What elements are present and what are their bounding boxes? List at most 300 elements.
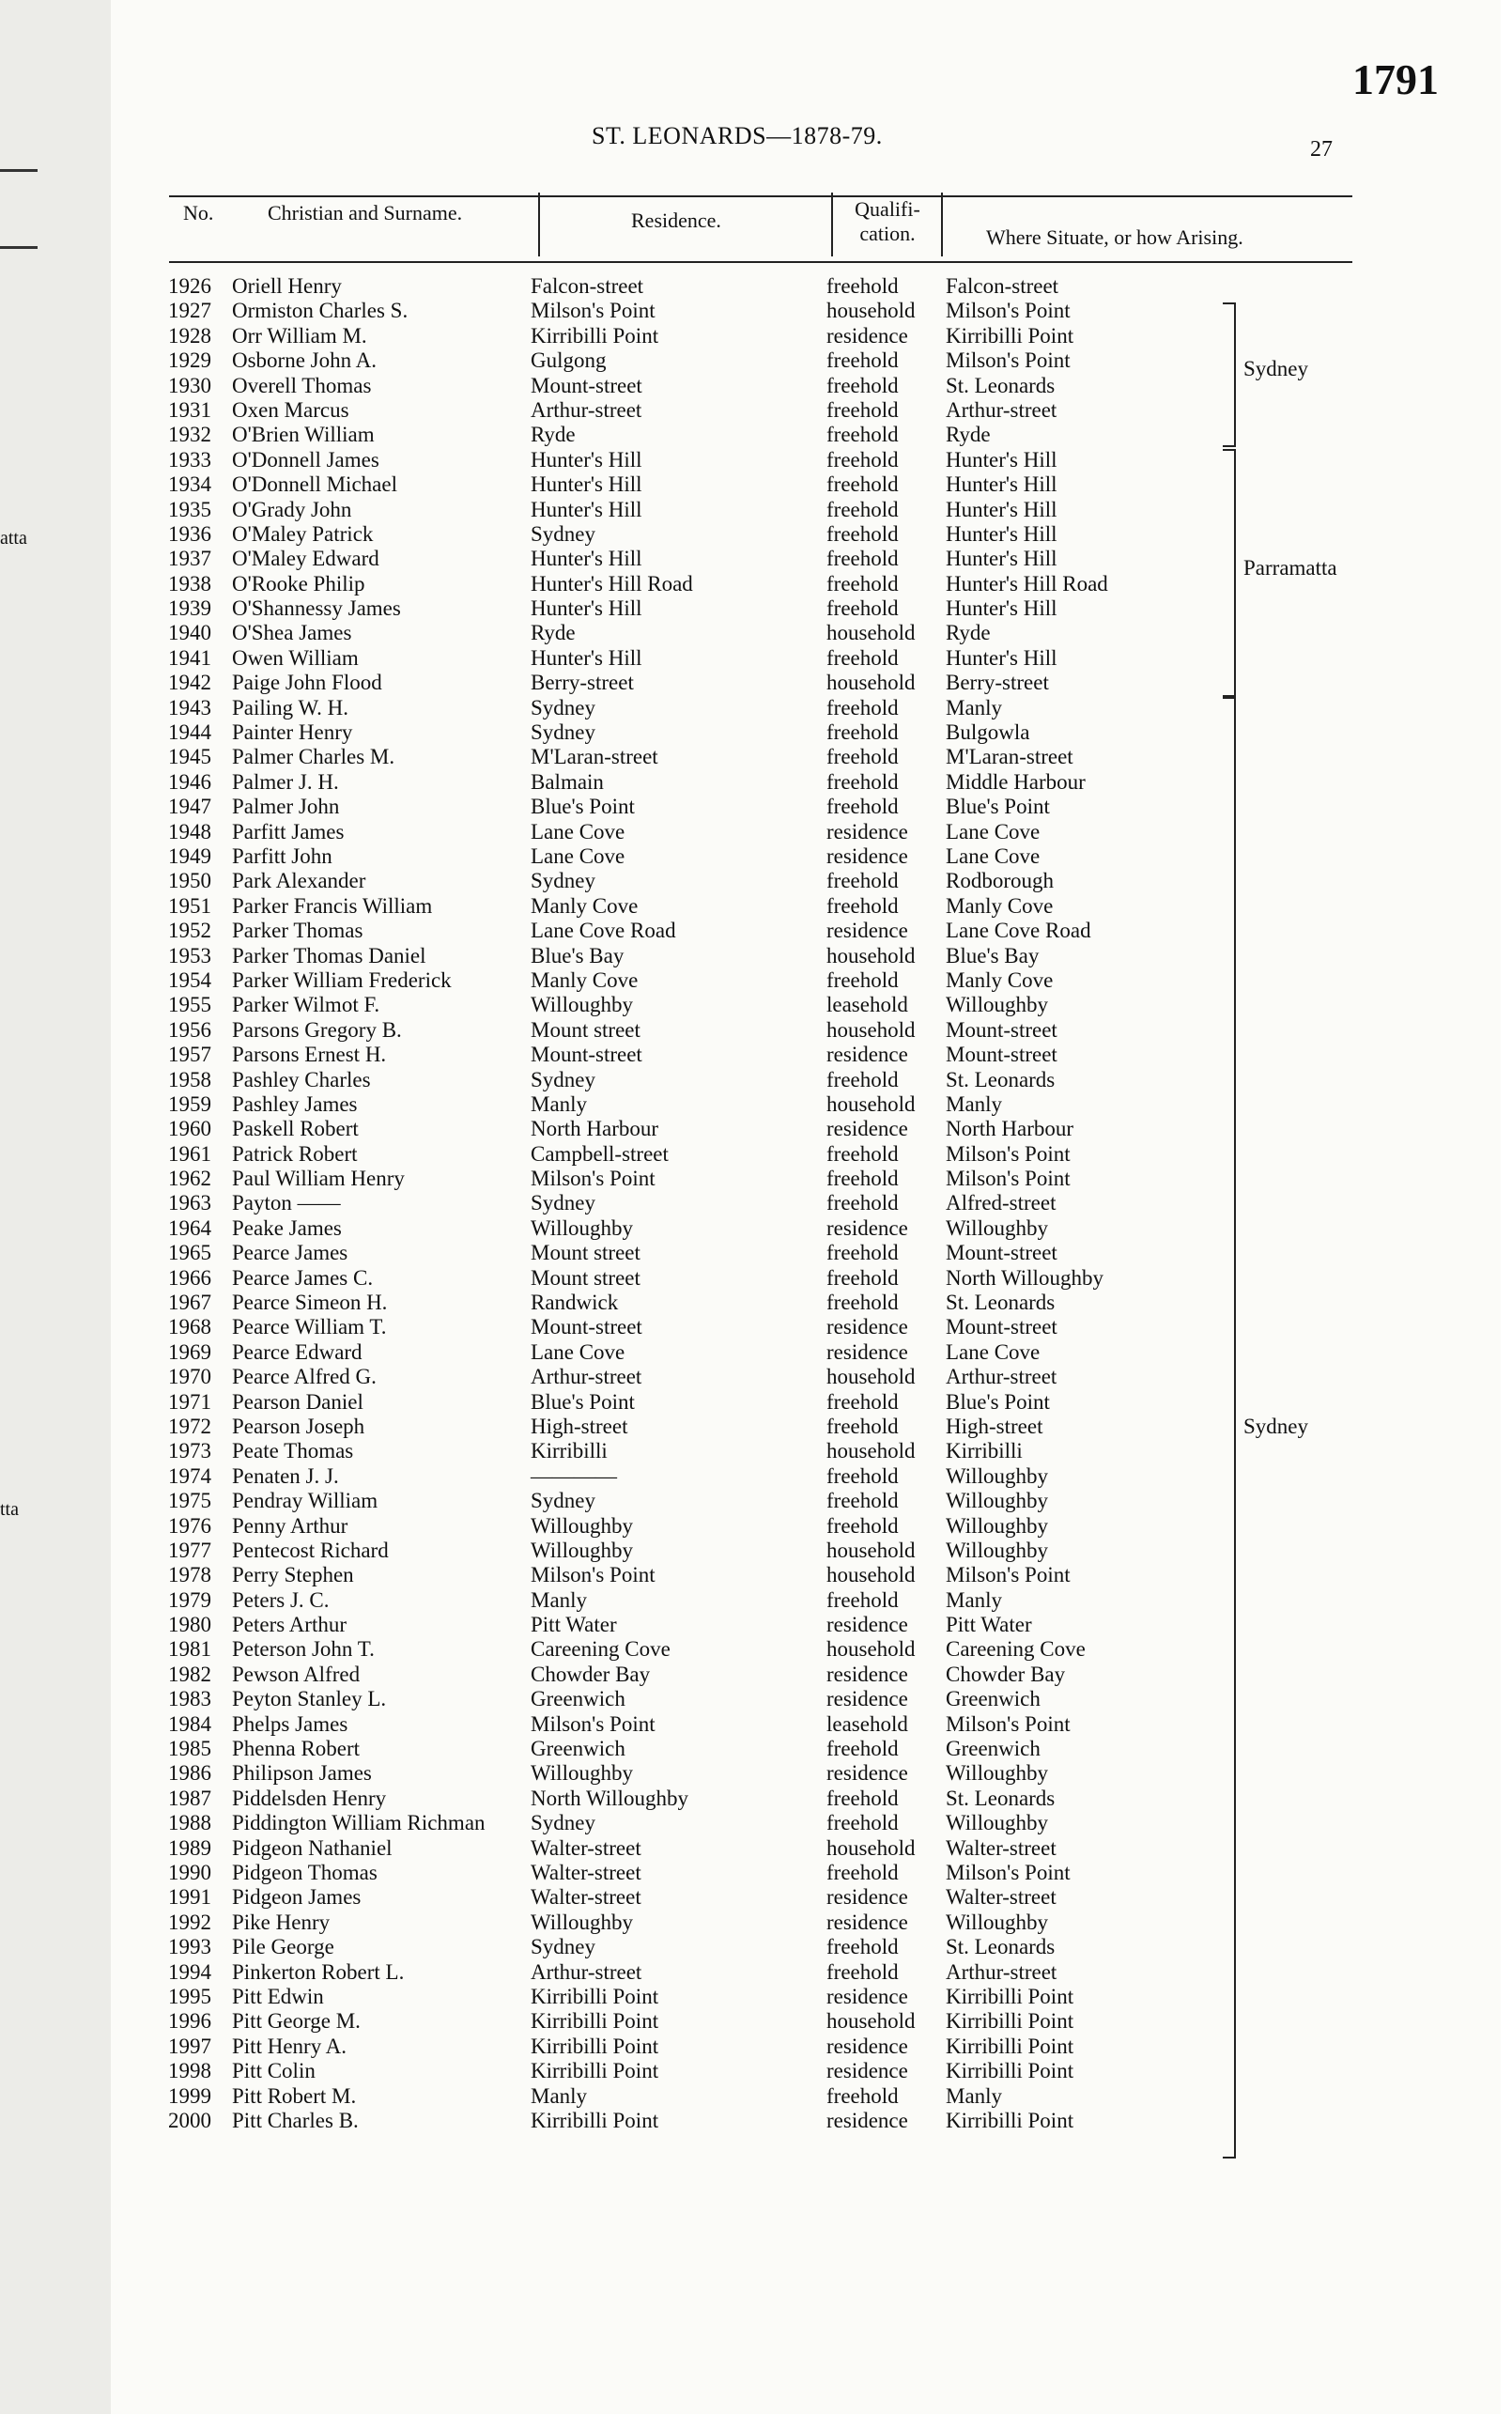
table-row [131,944,1409,968]
where-situate: Kirribilli Point [946,2034,1074,2058]
voter-name: Pitt George M. [232,2009,361,2034]
table-row [131,1712,1409,1737]
residence: Lane Cove [531,819,625,843]
residence: Manly Cove [531,967,639,992]
row-number: 1929 [168,348,211,373]
where-situate: Greenwich [946,1687,1041,1711]
voter-name: O'Grady John [232,497,352,521]
qualification: residence [826,1613,908,1637]
residence: Hunter's Hill [531,645,642,670]
residence: Sydney [531,1191,595,1215]
residence: Milson's Point [531,1167,656,1191]
row-number: 1984 [168,1711,211,1736]
residence: Ryde [531,423,576,447]
voter-name: Piddington William Richman [232,1811,486,1835]
where-situate: Willoughby [946,1513,1048,1538]
table-row [131,423,1409,447]
where-situate: Milson's Point [946,299,1071,323]
qualification: residence [826,1339,908,1364]
table-row [131,1241,1409,1265]
table-row [131,1836,1409,1861]
voter-name: Patrick Robert [232,1141,358,1166]
header-separator [831,193,833,256]
header-no: No. [183,201,214,224]
table-row [131,274,1409,299]
where-situate: Blue's Point [946,1389,1050,1414]
qualification: residence [826,1315,908,1339]
where-situate: Rodborough [946,869,1054,893]
where-situate: Willoughby [946,1811,1048,1835]
row-number: 1947 [168,795,211,819]
table-row [131,596,1409,621]
residence: Kirribilli Point [531,2059,659,2083]
residence: Kirribilli [531,1439,608,1463]
where-situate: Middle Harbour [946,769,1086,794]
where-situate: Hunter's Hill [946,596,1057,621]
voter-name: Pendray William [232,1489,378,1513]
table-row [131,820,1409,844]
row-number: 1930 [168,373,211,397]
row-number: 1967 [168,1291,211,1315]
where-situate: Walter-street [946,1885,1057,1910]
qualification: freehold [826,571,899,596]
qualification: residence [826,1984,908,2008]
table-row [131,1043,1409,1067]
table-row [131,1539,1409,1563]
qualification: freehold [826,2083,899,2108]
row-number: 1940 [168,621,211,645]
row-number: 1993 [168,1935,211,1959]
table-row [131,299,1409,323]
where-situate: M'Laran-street [946,745,1073,769]
row-number: 1970 [168,1365,211,1389]
where-situate: Chowder Bay [946,1662,1066,1686]
residence: ———— [531,1463,617,1488]
where-situate: Manly Cove [946,893,1054,918]
table-row [131,1415,1409,1439]
qualification: freehold [826,1067,899,1091]
residence: Manly Cove [531,893,639,918]
table-row [131,621,1409,645]
qualification: residence [826,2059,908,2083]
qualification: residence [826,1761,908,1786]
row-number: 1937 [168,547,211,571]
voter-name: Pidgeon Nathaniel [232,1835,393,1860]
residence: Walter-street [531,1861,641,1884]
table-row [131,1092,1409,1117]
qualification: freehold [826,893,899,918]
qualification: freehold [826,1167,899,1191]
row-number: 1950 [168,869,211,893]
row-number: 1998 [168,2059,211,2083]
header-bottom-rule [169,261,1352,263]
qualification: freehold [826,348,899,373]
qualification: residence [826,2034,908,2058]
row-number: 1955 [168,993,211,1017]
table-row [131,1787,1409,1811]
header-top-rule [169,195,1352,197]
qualification: freehold [826,521,899,546]
table-row [131,646,1409,671]
voter-name: Oxen Marcus [232,397,349,422]
where-situate: Manly [946,695,1003,720]
table-row [131,1811,1409,1835]
row-number: 1951 [168,893,211,918]
residence: Careening Cove [531,1637,671,1662]
where-situate: Blue's Bay [946,943,1040,967]
where-situate: Kirribilli Point [946,2009,1074,2034]
residence: Mount street [531,1265,640,1290]
where-situate: Ryde [946,621,991,645]
qualification: freehold [826,720,899,745]
voter-name: Parker William Frederick [232,967,452,992]
residence: High-street [531,1414,628,1438]
residence: Chowder Bay [531,1662,651,1686]
table-row [131,2059,1409,2083]
qualification: household [826,1835,916,1860]
where-situate: Kirribilli Point [946,323,1074,348]
voter-name: Peake James [232,1215,342,1240]
row-number: 1952 [168,919,211,943]
voter-name: Perry Stephen [232,1563,354,1587]
voter-name: Parfitt James [232,819,345,843]
voter-name: Pentecost Richard [232,1538,389,1562]
row-number: 1974 [168,1463,211,1488]
voter-name: Park Alexander [232,869,366,893]
table-row [131,1861,1409,1885]
qualification: freehold [826,645,899,670]
row-number: 1976 [168,1513,211,1538]
row-number: 1999 [168,2083,211,2108]
residence: Kirribilli Point [531,323,659,348]
residence: Mount-street [531,1043,642,1067]
row-number: 1958 [168,1067,211,1091]
where-situate: Manly [946,1587,1003,1612]
row-number: 1931 [168,397,211,422]
voter-name: Osborne John A. [232,348,377,373]
row-number: 1936 [168,521,211,546]
qualification: freehold [826,1141,899,1166]
where-situate: Kirribilli Point [946,1984,1074,2008]
qualification: residence [826,1687,908,1711]
table-row [131,1365,1409,1389]
table-row [131,2109,1409,2133]
qualification: freehold [826,1935,899,1959]
row-number: 1981 [168,1637,211,1662]
where-situate: Milson's Point [946,1167,1071,1191]
residence: Walter-street [531,1835,641,1860]
where-situate: St. Leonards [946,1935,1056,1959]
qualification: residence [826,819,908,843]
where-situate: Milson's Point [946,348,1071,373]
group-label: Parramatta [1243,556,1337,580]
where-situate: Arthur-street [946,1365,1057,1389]
where-situate: Willoughby [946,1215,1048,1240]
row-number: 1982 [168,1662,211,1686]
residence: Pitt Water [531,1613,617,1637]
where-situate: Lane Cove [946,843,1041,868]
table-row [131,348,1409,373]
where-situate: Milson's Point [946,1141,1071,1166]
residence: Milson's Point [531,1711,656,1736]
row-number: 1988 [168,1811,211,1835]
table-row [131,1960,1409,1985]
qualification: freehold [826,967,899,992]
qualification: freehold [826,1414,899,1438]
voter-name: Parfitt John [232,843,332,868]
residence: Arthur-street [531,1365,642,1389]
voter-name: Palmer Charles M. [232,745,395,769]
where-situate: Arthur-street [946,397,1057,422]
voter-name: Overell Thomas [232,373,372,397]
residence: Sydney [531,1935,595,1959]
residence: Mount-street [531,1315,642,1339]
group-bracket [1223,449,1236,697]
voter-name: Paskell Robert [232,1117,359,1141]
row-number: 1938 [168,571,211,596]
qualification: residence [826,843,908,868]
table-row [131,374,1409,398]
residence: Falcon-street [531,274,644,298]
qualification: freehold [826,547,899,571]
residence: North Harbour [531,1117,659,1141]
voter-name: Peterson John T. [232,1637,375,1662]
voter-name: Orr William M. [232,323,367,348]
row-number: 1942 [168,671,211,695]
row-number: 1954 [168,967,211,992]
qualification: household [826,1439,916,1463]
row-number: 1996 [168,2009,211,2034]
residence: Arthur-street [531,1959,642,1984]
voter-name: Pidgeon James [232,1885,362,1910]
where-situate: Willoughby [946,993,1048,1017]
table-row [131,1885,1409,1910]
table-row [131,1216,1409,1241]
row-number: 1959 [168,1091,211,1116]
qualification: household [826,1091,916,1116]
margin-fragment: atta [0,528,27,549]
where-situate: Kirribilli [946,1439,1023,1463]
sheet-number: 27 [1310,137,1333,162]
table-row [131,1911,1409,1935]
qualification: residence [826,2108,908,2132]
row-number: 1991 [168,1885,211,1910]
margin-fragment: tta [0,1499,19,1520]
table-row [131,1439,1409,1463]
where-situate: Willoughby [946,1910,1048,1934]
residence: Mount-street [531,373,642,397]
residence: Sydney [531,869,595,893]
voter-name: Pearce Simeon H. [232,1291,388,1315]
margin-rule [0,246,38,249]
voter-name: Paige John Flood [232,671,382,695]
header-separator [941,193,943,256]
where-situate: Mount-street [946,1241,1057,1265]
qualification: household [826,299,916,323]
table-row [131,1390,1409,1415]
row-number: 1995 [168,1984,211,2008]
residence: Blue's Point [531,1389,635,1414]
table-row [131,1315,1409,1339]
qualification: residence [826,1662,908,1686]
qualification: freehold [826,1463,899,1488]
residence: Balmain [531,769,604,794]
header-residence: Residence. [631,209,721,232]
residence: Milson's Point [531,299,656,323]
where-situate: Hunter's Hill Road [946,571,1108,596]
qualification: freehold [826,1587,899,1612]
qualification: freehold [826,1389,899,1414]
where-situate: Greenwich [946,1737,1041,1761]
voter-name: Pile George [232,1935,334,1959]
where-situate: North Harbour [946,1117,1074,1141]
residence: Sydney [531,521,595,546]
table-row [131,1563,1409,1587]
qualification: freehold [826,795,899,819]
table-row [131,547,1409,571]
residence: Kirribilli Point [531,2108,659,2132]
qualification: freehold [826,1811,899,1835]
row-number: 1960 [168,1117,211,1141]
margin-rule [0,169,38,172]
voter-name: Parker Wilmot F. [232,993,380,1017]
row-number: 1963 [168,1191,211,1215]
qualification: freehold [826,472,899,497]
table-row [131,894,1409,919]
row-number: 1949 [168,843,211,868]
row-number: 1978 [168,1563,211,1587]
voter-name: Pitt Colin [232,2059,316,2083]
voter-name: Phenna Robert [232,1737,361,1761]
where-situate: St. Leonards [946,1786,1056,1810]
row-number: 1928 [168,323,211,348]
residence: Manly [531,1091,588,1116]
table-row [131,745,1409,769]
qualification: freehold [826,769,899,794]
residence: Willoughby [531,1513,633,1538]
voter-name: Peate Thomas [232,1439,354,1463]
voter-name: Parker Thomas Daniel [232,943,426,967]
residence: Berry-street [531,671,634,695]
where-situate: Berry-street [946,671,1049,695]
where-situate: Mount-street [946,1043,1057,1067]
where-situate: High-street [946,1414,1043,1438]
residence: Hunter's Hill [531,497,642,521]
residence: Manly [531,2083,588,2108]
voter-name: Pewson Alfred [232,1662,361,1686]
row-number: 1956 [168,1017,211,1042]
voter-name: O'Shea James [232,621,352,645]
table-row [131,1340,1409,1365]
row-number: 1964 [168,1215,211,1240]
voter-name: Pitt Edwin [232,1984,324,2008]
electoral-roll-table [131,274,1409,2133]
header-name: Christian and Surname. [268,201,463,224]
qualification: household [826,621,916,645]
where-situate: Milson's Point [946,1711,1071,1736]
row-number: 1946 [168,769,211,794]
table-row [131,572,1409,596]
voter-name: Pearson Joseph [232,1414,365,1438]
row-number: 1987 [168,1786,211,1810]
row-number: 1994 [168,1959,211,1984]
row-number: 1944 [168,720,211,745]
table-row [131,1588,1409,1613]
qualification: residence [826,1117,908,1141]
qualification: freehold [826,274,899,298]
voter-name: Pashley Charles [232,1067,371,1091]
qualification: freehold [826,447,899,472]
qualification: freehold [826,1786,899,1810]
where-situate: Hunter's Hill [946,547,1057,571]
table-row [131,324,1409,348]
table-row [131,1935,1409,1959]
row-number: 1989 [168,1835,211,1860]
voter-name: Pearce Alfred G. [232,1365,377,1389]
voter-name: Pike Henry [232,1910,331,1934]
table-row [131,2009,1409,2034]
qualification: residence [826,1910,908,1934]
where-situate: Willoughby [946,1489,1048,1513]
voter-name: Pitt Charles B. [232,2108,359,2132]
residence: Ryde [531,621,576,645]
where-situate: Hunter's Hill [946,521,1057,546]
voter-name: Pailing W. H. [232,695,348,720]
where-situate: Milson's Point [946,1563,1071,1587]
qualification: residence [826,1215,908,1240]
voter-name: Parker Thomas [232,919,363,943]
row-number: 2000 [168,2108,211,2132]
row-number: 1943 [168,695,211,720]
table-row [131,1613,1409,1637]
residence: Hunter's Hill [531,547,642,571]
qualification: household [826,671,916,695]
table-row [131,696,1409,720]
residence: Blue's Point [531,795,635,819]
voter-name: Peyton Stanley L. [232,1687,387,1711]
voter-name: Ormiston Charles S. [232,299,409,323]
residence: M'Laran-street [531,745,658,769]
residence: Sydney [531,720,595,745]
row-number: 1968 [168,1315,211,1339]
qualification: household [826,2009,916,2034]
table-row [131,1167,1409,1191]
voter-name: O'Donnell Michael [232,472,397,497]
where-situate: Walter-street [946,1835,1057,1860]
row-number: 1933 [168,447,211,472]
table-row [131,448,1409,472]
where-situate: Careening Cove [946,1637,1086,1662]
residence: Sydney [531,1067,595,1091]
group-bracket [1223,697,1236,2159]
row-number: 1966 [168,1265,211,1290]
where-situate: Bulgowla [946,720,1030,745]
left-gutter [0,0,113,2414]
qualification: freehold [826,596,899,621]
residence: Willoughby [531,1910,633,1934]
residence: Willoughby [531,1215,633,1240]
qualification: freehold [826,1959,899,1984]
table-row [131,1663,1409,1687]
residence: Sydney [531,1489,595,1513]
voter-name: Peters Arthur [232,1613,347,1637]
residence: Hunter's Hill [531,472,642,497]
table-row [131,398,1409,423]
qualification: freehold [826,1291,899,1315]
where-situate: Arthur-street [946,1959,1057,1984]
header-qualification: Qualifi-cation. [855,197,920,245]
where-situate: Hunter's Hill [946,447,1057,472]
